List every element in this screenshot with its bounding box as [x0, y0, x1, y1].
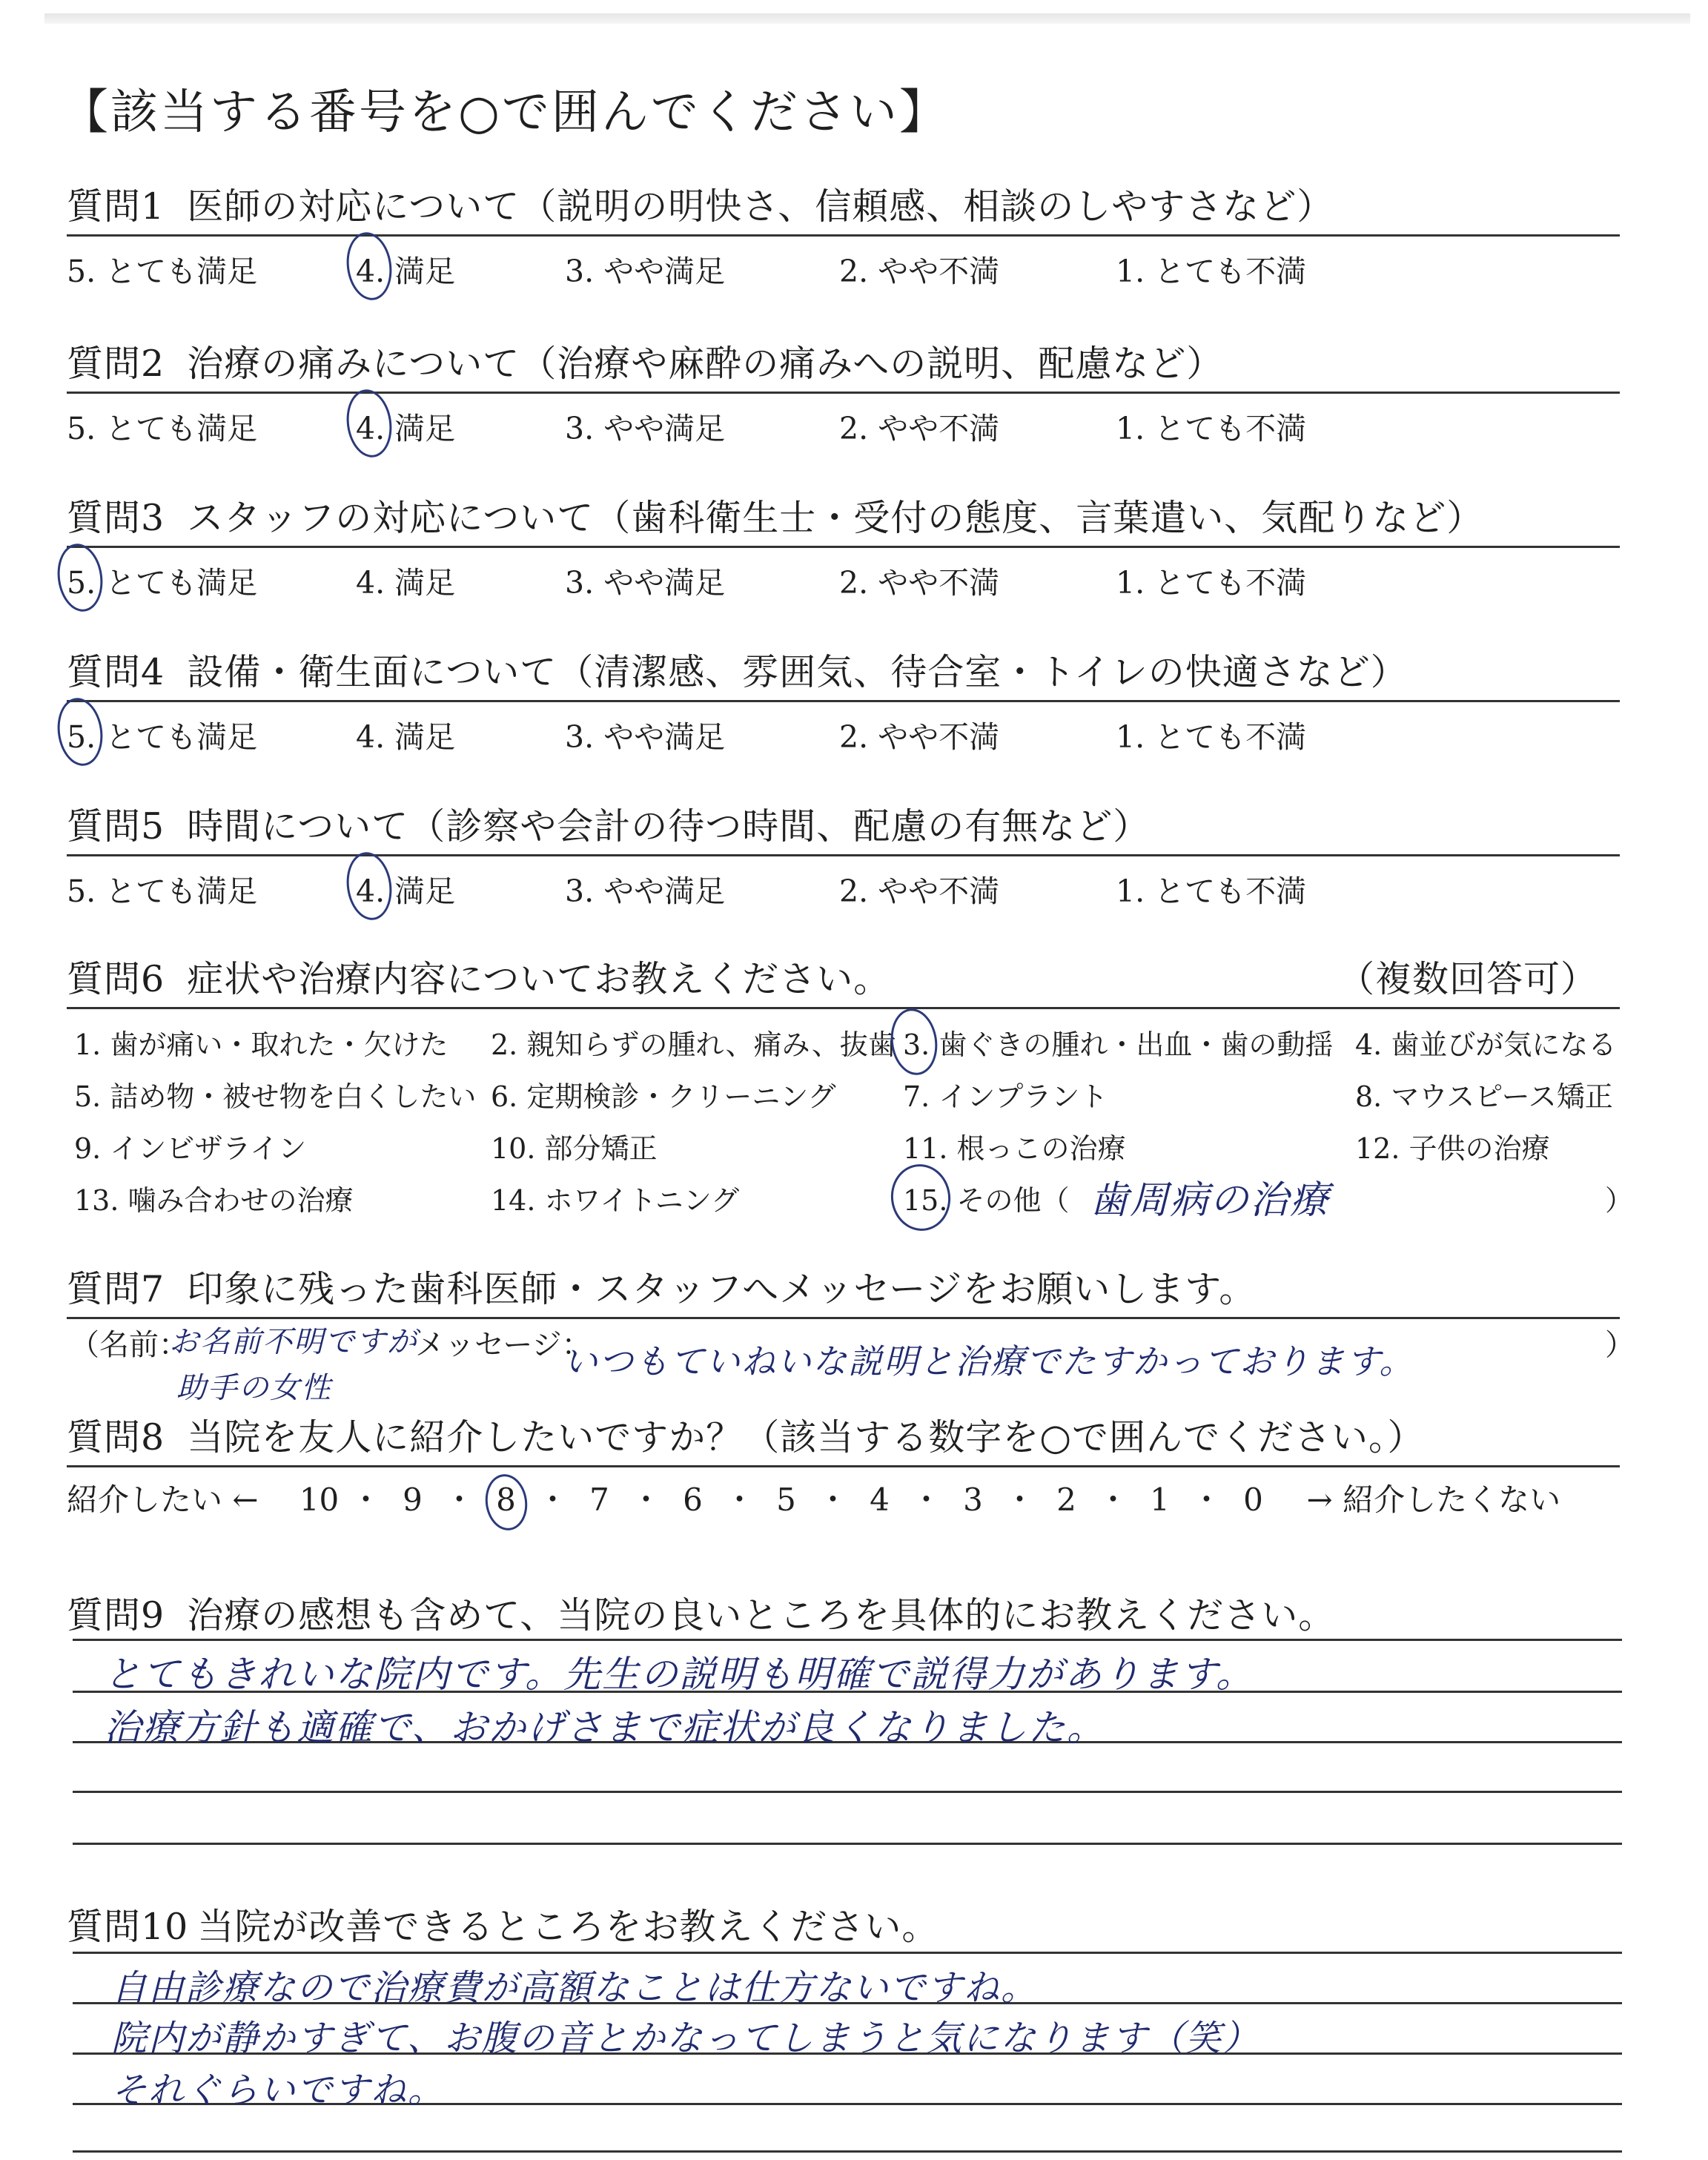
rating-option-2[interactable]: 2. やや不満 — [839, 565, 1000, 601]
rating-option-3[interactable]: 3. やや満足 — [565, 719, 726, 755]
scale-separator: ・ — [817, 1482, 849, 1518]
question-number: 質問2 — [67, 343, 165, 385]
rating-option-4[interactable]: 4. 満足 — [356, 254, 456, 289]
question-text: 医師の対応について（説明の明快さ、信頼感、相談のしやすさなど） — [187, 185, 1334, 228]
scale-value-0[interactable]: 0 — [1243, 1482, 1263, 1518]
q7-name-handwritten: お名前不明ですが — [169, 1325, 418, 1359]
selected-circle — [342, 849, 396, 922]
scale-separator: ・ — [537, 1482, 569, 1518]
q6-option-10[interactable]: 10. 部分矯正 — [491, 1132, 658, 1165]
rating-option-5[interactable]: 5. とても満足 — [67, 873, 258, 909]
rating-option-3[interactable]: 3. やや満足 — [565, 254, 726, 289]
question-4 — [67, 644, 1620, 754]
scale-separator: ・ — [350, 1482, 382, 1518]
question-rule — [67, 1007, 1620, 1009]
q6-option-13[interactable]: 13. 噛み合わせの治療 — [74, 1184, 354, 1217]
q6-option-15[interactable]: 15. その他（ — [903, 1184, 1070, 1217]
q6-other-close-paren: ） — [1605, 1184, 1634, 1217]
rating-option-2[interactable]: 2. やや不満 — [839, 254, 1000, 289]
question-text: 時間について（診察や会計の待つ時間、配慮の有無など） — [187, 805, 1151, 848]
question-number: 質問9 — [67, 1594, 165, 1636]
question-9 — [67, 1587, 1620, 1639]
question-number: 質問4 — [67, 651, 165, 693]
rating-option-1[interactable]: 1. とても不満 — [1116, 873, 1307, 909]
scale-value-3[interactable]: 3 — [963, 1482, 983, 1518]
selected-circle — [887, 1160, 955, 1235]
rating-option-1[interactable]: 1. とても不満 — [1116, 411, 1307, 446]
q7-name-label: （名前： — [70, 1328, 188, 1362]
q9-answer-line-2: 治療方針も適確で、おかげさまで症状が良くなりました。 — [104, 1706, 1105, 1749]
question-text: 症状や治療内容についてお教えください。 — [187, 958, 891, 1000]
question-rule — [67, 1465, 1620, 1467]
q6-option-14[interactable]: 14. ホワイトニング — [491, 1184, 740, 1217]
question-number: 質問7 — [67, 1268, 165, 1310]
scale-value-1[interactable]: 1 — [1150, 1482, 1170, 1518]
selected-circle — [887, 1005, 941, 1078]
selected-circle — [482, 1471, 531, 1533]
question-text: 設備・衛生面について（清潔感、雰囲気、待合室・トイレの快適さなど） — [187, 651, 1408, 693]
q7-message-handwritten: いつもていねいな説明と治療でたすかっております。 — [563, 1341, 1415, 1381]
question-number: 質問10 — [67, 1906, 189, 1948]
scale-separator: ・ — [1191, 1482, 1222, 1518]
question-text: 治療の痛みについて（治療や麻酔の痛みへの説明、配慮など） — [187, 343, 1224, 385]
q7-name-handwritten-line2: 助手の女性 — [176, 1371, 332, 1405]
question-text: 当院が改善できるところをお教えください。 — [197, 1906, 939, 1948]
rating-option-4[interactable]: 4. 満足 — [356, 719, 456, 755]
q6-option-12[interactable]: 12. 子供の治療 — [1355, 1132, 1550, 1165]
q6-option-5[interactable]: 5. 詰め物・被せ物を白くしたい — [74, 1080, 477, 1113]
rating-option-1[interactable]: 1. とても不満 — [1116, 719, 1307, 755]
rating-option-4[interactable]: 4. 満足 — [356, 873, 456, 909]
q10-answer-line-1: 自由診療なので治療費が高額なことは仕方ないですね。 — [111, 1967, 1039, 2009]
question-number: 質問8 — [67, 1416, 165, 1459]
rating-options — [67, 702, 1620, 754]
question-number: 質問6 — [67, 958, 165, 1000]
question-8 — [67, 1409, 1620, 1467]
recommend-scale — [67, 1476, 1560, 1520]
q6-option-8[interactable]: 8. マウスピース矯正 — [1355, 1080, 1613, 1113]
scale-value-2[interactable]: 2 — [1056, 1482, 1076, 1518]
question-7 — [67, 1261, 1620, 1319]
scale-value-10[interactable]: 10 — [299, 1482, 340, 1518]
q6-option-1[interactable]: 1. 歯が痛い・取れた・欠けた — [74, 1028, 448, 1061]
rating-option-4[interactable]: 4. 満足 — [356, 565, 456, 601]
rating-option-3[interactable]: 3. やや満足 — [565, 565, 726, 601]
rating-option-2[interactable]: 2. やや不満 — [839, 873, 1000, 909]
question-5 — [67, 798, 1620, 908]
scale-separator: ・ — [1097, 1482, 1129, 1518]
question-text: 当院を友人に紹介したいですか？（該当する数字を○で囲んでください。） — [187, 1416, 1425, 1459]
question-3 — [67, 489, 1620, 600]
scale-value-8[interactable]: 8 — [483, 1482, 530, 1518]
rating-options — [67, 548, 1620, 600]
question-number: 質問3 — [67, 497, 165, 539]
q6-option-6[interactable]: 6. 定期検診・クリーニング — [491, 1080, 836, 1113]
q7-close-paren: ） — [1605, 1328, 1635, 1362]
rating-option-3[interactable]: 3. やや満足 — [565, 411, 726, 446]
rating-option-5[interactable]: 5. とても満足 — [67, 411, 258, 446]
q6-option-11[interactable]: 11. 根っこの治療 — [903, 1132, 1126, 1165]
question-number: 質問1 — [67, 185, 165, 228]
rating-options — [67, 237, 1620, 288]
rating-option-2[interactable]: 2. やや不満 — [839, 411, 1000, 446]
rating-option-1[interactable]: 1. とても不満 — [1116, 565, 1307, 601]
form-heading: 【該当する番号を○で囲んでください】 — [61, 85, 949, 140]
q9-answer-line-1: とてもきれいな院内です。先生の説明も明確で説得力があります。 — [104, 1653, 1254, 1696]
q6-other-handwritten: 歯周病の治療 — [1090, 1178, 1331, 1223]
rating-option-5[interactable]: 5. とても満足 — [67, 565, 258, 601]
q6-option-2[interactable]: 2. 親知らずの腫れ、痛み、抜歯 — [491, 1028, 896, 1061]
q6-option-4[interactable]: 4. 歯並びが気になる — [1355, 1028, 1617, 1061]
rating-option-5[interactable]: 5. とても満足 — [67, 719, 258, 755]
scale-separator: ・ — [443, 1482, 475, 1518]
selected-circle — [53, 541, 107, 614]
scale-separator: ・ — [910, 1482, 942, 1518]
rating-options — [67, 394, 1620, 446]
multiple-answers-note: （複数回答可） — [1337, 958, 1598, 1000]
question-text: 治療の感想も含めて、当院の良いところを具体的にお教えください。 — [187, 1594, 1336, 1636]
scale-separator: ・ — [1004, 1482, 1036, 1518]
question-2 — [67, 335, 1620, 446]
scale-value-9[interactable]: 9 — [403, 1482, 423, 1518]
scale-value-5[interactable]: 5 — [776, 1482, 796, 1518]
q6-option-3[interactable]: 3. 歯ぐきの腫れ・出血・歯の動揺 — [903, 1028, 1334, 1061]
selected-circle — [342, 229, 396, 303]
q10-answer-line-2: 院内が静かすぎて、お腹の音とかなってしまうと気になります（笑） — [111, 2018, 1260, 2059]
q7-message-label: メッセージ： — [415, 1328, 592, 1362]
scale-value-4[interactable]: 4 — [870, 1482, 890, 1518]
question-10 — [67, 1898, 1620, 1950]
scale-separator: ・ — [630, 1482, 662, 1518]
scale-value-6[interactable]: 6 — [683, 1482, 703, 1518]
rating-options — [67, 856, 1620, 908]
rating-option-3[interactable]: 3. やや満足 — [565, 873, 726, 909]
rating-option-5[interactable]: 5. とても満足 — [67, 254, 258, 289]
selected-circle — [342, 386, 396, 460]
q6-option-7[interactable]: 7. インプラント — [903, 1080, 1108, 1113]
question-number: 質問5 — [67, 805, 165, 848]
q6-option-9[interactable]: 9. インビザライン — [74, 1132, 307, 1165]
scale-separator: ・ — [724, 1482, 755, 1518]
scale-value-7[interactable]: 7 — [589, 1482, 609, 1518]
rating-option-4[interactable]: 4. 満足 — [356, 411, 456, 446]
question-6 — [67, 951, 1620, 1009]
q10-answer-line-3: それぐらいですね。 — [111, 2070, 446, 2111]
question-text: スタッフの対応について（歯科衛生士・受付の態度、言葉遣い、気配りなど） — [187, 497, 1484, 539]
rating-option-1[interactable]: 1. とても不満 — [1116, 254, 1307, 289]
question-1 — [67, 178, 1620, 288]
rating-option-2[interactable]: 2. やや不満 — [839, 719, 1000, 755]
scale-left-label: 紹介したい ← — [67, 1482, 259, 1518]
question-text: 印象に残った歯科医師・スタッフへメッセージをお願いします。 — [187, 1268, 1257, 1310]
selected-circle — [53, 695, 107, 768]
scale-right-label: → 紹介したくない — [1306, 1482, 1561, 1518]
scan-edge — [44, 13, 1690, 24]
